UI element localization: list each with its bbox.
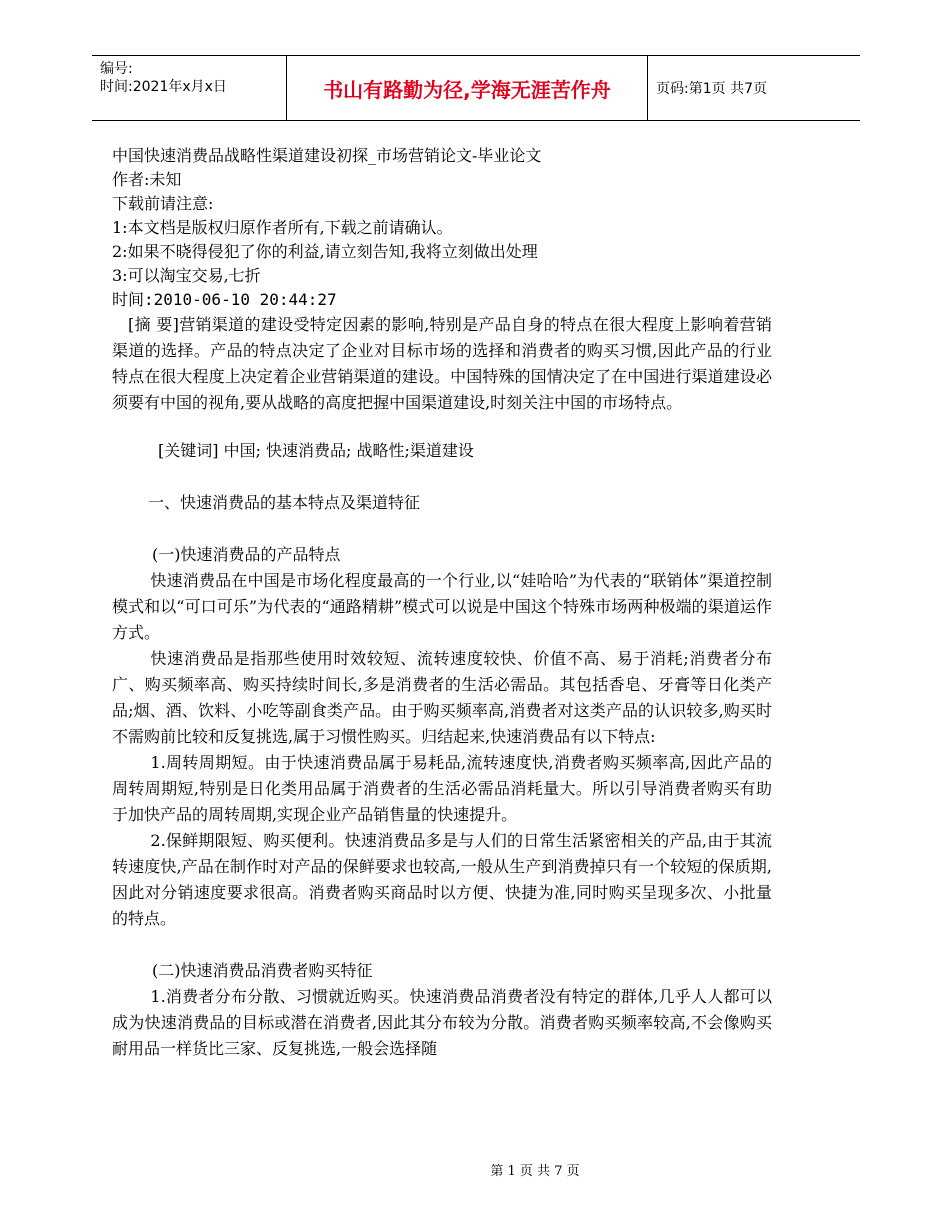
notice-heading: 下载前请注意: — [112, 194, 214, 213]
body-paragraph-3: 1.周转周期短。由于快速消费品属于易耗品,流转速度快,消费者购买频率高,因此产品的周转周期短,特别是日化类用品属于消费者的生活必需品消耗量大。所以引导消费者购买有助于加快产品的周转周期,实现企业产品销售量的快速提升。 — [112, 753, 772, 824]
subsection-heading-1: (一)快速消费品的产品特点 — [152, 545, 341, 564]
notice-item-2: 2:如果不晓得侵犯了你的利益,请立刻告知,我将立刻做出处理 — [112, 242, 538, 261]
body-paragraph-4: 2.保鲜期限短、购买便利。快速消费品多是与人们的日常生活紧密相关的产品,由于其流转速度快,产品在制作时对产品的保鲜要求也较高,一般从生产到消费掉只有一个较短的保质期,因此对分销速度要求很高。消费者购买商品时以方便、快捷为准,同时购买呈现多次、小批量的特点。 — [112, 831, 772, 928]
body-paragraph-5: 1.消费者分布分散、习惯就近购买。快速消费品消费者没有特定的群体,几乎人人都可以成为快速消费品的目标或潜在消费者,因此其分布较为分散。消费者购买频率较高,不会像购买耐用品一样货比三家、反复挑选,一般会选择随 — [112, 987, 772, 1058]
header-motto: 书山有路勤为径,学海无涯苦作舟 — [286, 56, 648, 120]
doc-number-label: 编号: — [100, 61, 133, 77]
body-paragraph-2: 快速消费品是指那些使用时效较短、流转速度较快、价值不高、易于消耗;消费者分布广、购买频率高、购买持续时间长,多是消费者的生活必需品。其包括香皂、牙膏等日化类产品;烟、酒、饮料、小吃等副食类产品。由于购买频率高,消费者对这类产品的认识较多,购买时不需购前比较和反复挑选,属于习惯性购买。归结起来,快速消费品有以下特点: — [112, 649, 772, 746]
keywords-line: [关键词] 中国; 快速消费品; 战略性;渠道建设 — [158, 441, 474, 460]
document-body — [112, 144, 772, 1062]
page-footer: 第 1 页 共 7 页 — [490, 1164, 580, 1179]
notice-item-3: 3:可以淘宝交易,七折 — [112, 266, 261, 285]
doc-time-label: 时间:2021年x月x日 — [100, 79, 227, 95]
notice-item-1: 1:本文档是版权归原作者所有,下载之前请确认。 — [112, 218, 453, 237]
subsection-heading-2: (二)快速消费品消费者购买特征 — [152, 961, 373, 980]
doc-author: 作者:未知 — [112, 170, 182, 189]
doc-title: 中国快速消费品战略性渠道建设初探_市场营销论文-毕业论文 — [112, 146, 542, 165]
header-left-cell — [92, 56, 286, 120]
section-heading-1: 一、快速消费品的基本特点及渠道特征 — [148, 493, 421, 512]
body-paragraph-1: 快速消费品在中国是市场化程度最高的一个行业,以“娃哈哈”为代表的“联销体”渠道控制模式和以“可口可乐”为代表的“通路精耕”模式可以说是中国这个特殊市场两种极端的渠道运作方式。 — [112, 571, 772, 642]
doc-time: 时间:2010-06-10 20:44:27 — [112, 290, 337, 309]
header-page-info: 页码:第1页 共7页 — [656, 81, 767, 97]
page-header — [92, 55, 860, 121]
abstract-paragraph: [摘 要]营销渠道的建设受特定因素的影响,特别是产品自身的特点在很大程度上影响着营销渠道的选择。产品的特点决定了企业对目标市场的选择和消费者的购买习惯,因此产品的行业特点在很大程度上决定着企业营销渠道的建设。中国特殊的国情决定了在中国进行渠道建设必须要有中国的视角,要从战略的高度把握中国渠道建设,时刻关注中国的市场特点。 — [112, 315, 772, 412]
